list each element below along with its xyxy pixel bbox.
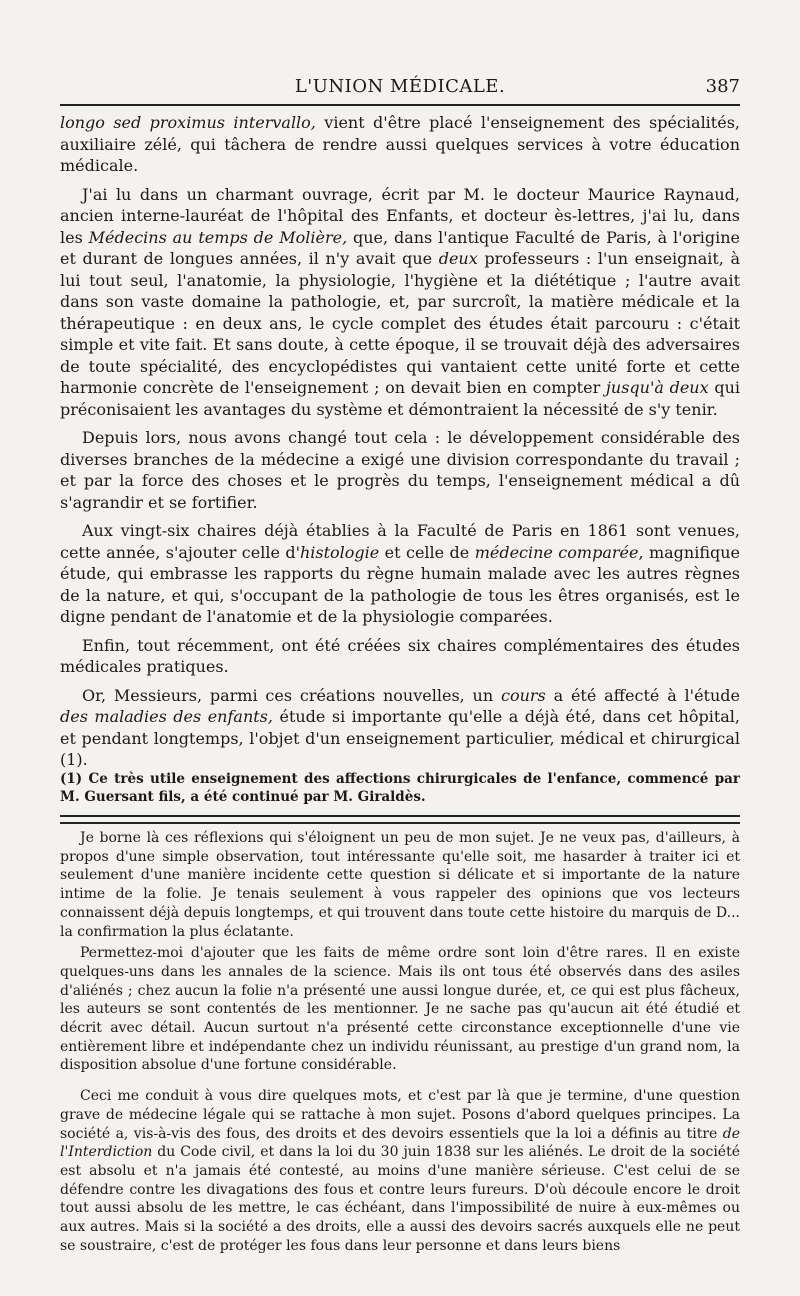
paragraph xyxy=(60,635,740,678)
text-run: Permettez-moi d'ajouter que les faits de même ordre sont loin d'être rares. Il en existe quelques-uns dans les annales de la science. Mais ils ont tous été observés dans des asiles d'aliénés ; chez aucun la folie n'a présenté une aussi longue durée, et, ce qui est plus fâcheux, les auteurs se sont contentés de les mentionner. Je ne sache pas qu'aucun ait été étudié et décrit avec détail. Aucun surtout n'a présenté cette circonstance exceptionnelle d'une vie entièrement libre et indépendante chez un individu réunissant, au prestige d'un grand nom, la disposition absolue d'une fortune considérable. xyxy=(60,945,740,1074)
text-run: J'ai lu dans un charmant ouvrage, écrit par M. le docteur Maurice Raynaud, ancien interne-lauréat de l'hôpital des Enfants, et docteur ès-lettres, j'ai lu, dans les xyxy=(60,184,740,247)
text-run: qui préconisaient les avantages du système et démontraient la nécessité de s'y tenir. xyxy=(60,378,741,419)
text-run: professeurs : l'un enseignait, à lui tout seul, l'anatomie, la physiologie, l'hygiène et la diététique ; l'autre avait dans son vaste domaine la pathologie, et, par surcroît, la matière médicale et la thérapeutique : en deux ans, le cycle complet des études était parcouru : c'était simple et vite fait. Et sans doute, à cette époque, il se trouvait déjà des adversaires de toute spécialité, des encyclopédistes qui vantaient cette unité forte et cette harmonie concrète de l'enseignement ; on devait bien en compter xyxy=(60,249,741,397)
text-run: du Code civil, et dans la loi du 30 juin 1838 sur les aliénés. Le droit de la société est absolu et n'a jamais été contesté, au moins d'une manière sérieuse. C'est celui de se défendre contre les divagations des fous et contre leurs fureurs. D'où découle encore le droit tout aussi absolu de les mettre, le cas échéant, dans l'impossibilité de nuire à eux-mêmes ou aux autres. Mais si la société a des droits, elle a aussi des devoirs sacrés auxquels elle ne peut se soustraire, c'est de protéger les fous dans leur personne et dans leurs biens xyxy=(60,1144,740,1254)
text-run: Enfin, tout récemment, ont été créées six chaires complémentaires des études médicales pratiques. xyxy=(60,635,740,676)
paragraph xyxy=(60,520,740,628)
paragraph xyxy=(60,685,740,771)
italic-run: deux xyxy=(438,249,478,268)
italic-run: histologie xyxy=(299,542,380,562)
text-run: et celle de xyxy=(379,542,475,562)
feuilleton-text xyxy=(60,829,740,1255)
running-header xyxy=(60,76,740,106)
footnote: (1) Ce très utile enseignement des affections chirurgicales de l'enfance, commencé par M. Guersant fils, a été continué par M. Giraldès. xyxy=(60,771,740,805)
text-run: Ceci me conduit à vous dire quelques mots, et c'est par là que je termine, d'une question grave de médecine légale qui se rattache à mon sujet. Posons d'abord quelques principes. La société a, vis-à-vis des fous, des droits et des devoirs essentiels que la loi a définis au titre xyxy=(60,1088,740,1142)
section-divider xyxy=(60,815,740,824)
paragraph xyxy=(60,944,740,1075)
italic-run: Médecins au temps de Molière, xyxy=(88,227,348,247)
paragraph xyxy=(60,1087,740,1255)
text-run: étude si importante qu'elle a déjà été, dans cet hôpital, et pendant longtemps, l'objet d'un enseignement particulier, médical et chirurgical (1). xyxy=(60,707,741,769)
text-run: Aux vingt-six chaires déjà établies à la Faculté de Paris en 1861 sont venues, cette année, s'ajouter celle d' xyxy=(60,521,740,562)
text-run: Je borne là ces réflexions qui s'éloignent un peu de mon sujet. Je ne veux pas, d'ailleurs, à propos d'une simple observation, tout intéressante qu'elle soit, me hasarder à traiter ici et seulement d'une manière incidente cette question si délicate et si importante de la nature intime de la folie. Je tenais seulement à vous rappeler des opinions que vos lecteurs connaissent déjà depuis longtemps, et qui trouvent dans toute cette histoire du marquis de D... la confirmation la plus éclatante. xyxy=(60,830,740,940)
italic-run: jusqu'à deux xyxy=(605,378,709,397)
text-run: Depuis lors, nous avons changé tout cela : le développement considérable des diverses branches de la médecine a exigé une division correspondante du travail ; et par la force des choses et le progrès du temps, l'enseignement médical a dû s'agrandir et se fortifier. xyxy=(60,428,740,512)
italic-run: cours xyxy=(501,685,546,705)
journal-title: L'UNION MÉDICALE. xyxy=(294,76,506,97)
text-run: vient d'être placé l'enseignement des spécialités, auxiliaire zélé, qui tâchera de rendre aussi quelques services à votre éducation médicale. xyxy=(60,113,740,175)
text-run: a été affecté à l'étude xyxy=(545,685,740,705)
italic-run: des maladies des enfants, xyxy=(60,707,273,726)
italic-run: longo sed proximus intervallo, xyxy=(60,113,316,132)
text-run: que, dans l'antique Faculté de Paris, à l'origine et durant de longues années, il n'y avait que xyxy=(60,227,740,268)
italic-run: de l'Interdiction xyxy=(60,1125,740,1161)
paragraph xyxy=(60,427,740,513)
paragraph xyxy=(60,184,740,421)
page-number: 387 xyxy=(705,76,740,97)
paragraph xyxy=(60,829,740,941)
paragraph xyxy=(60,112,740,177)
text-run: , magnifique étude, qui embrasse les rapports du règne humain malade avec les autres règnes de la nature, et qui, s'occupant de la pathologie de tous les êtres organisés, est le digne pendant de l'anatomie et de la physiologie comparées. xyxy=(60,542,741,626)
text-run: Or, Messieurs, parmi ces créations nouvelles, un xyxy=(82,685,501,705)
italic-run: médecine comparée xyxy=(474,542,639,562)
main-text xyxy=(60,112,740,771)
